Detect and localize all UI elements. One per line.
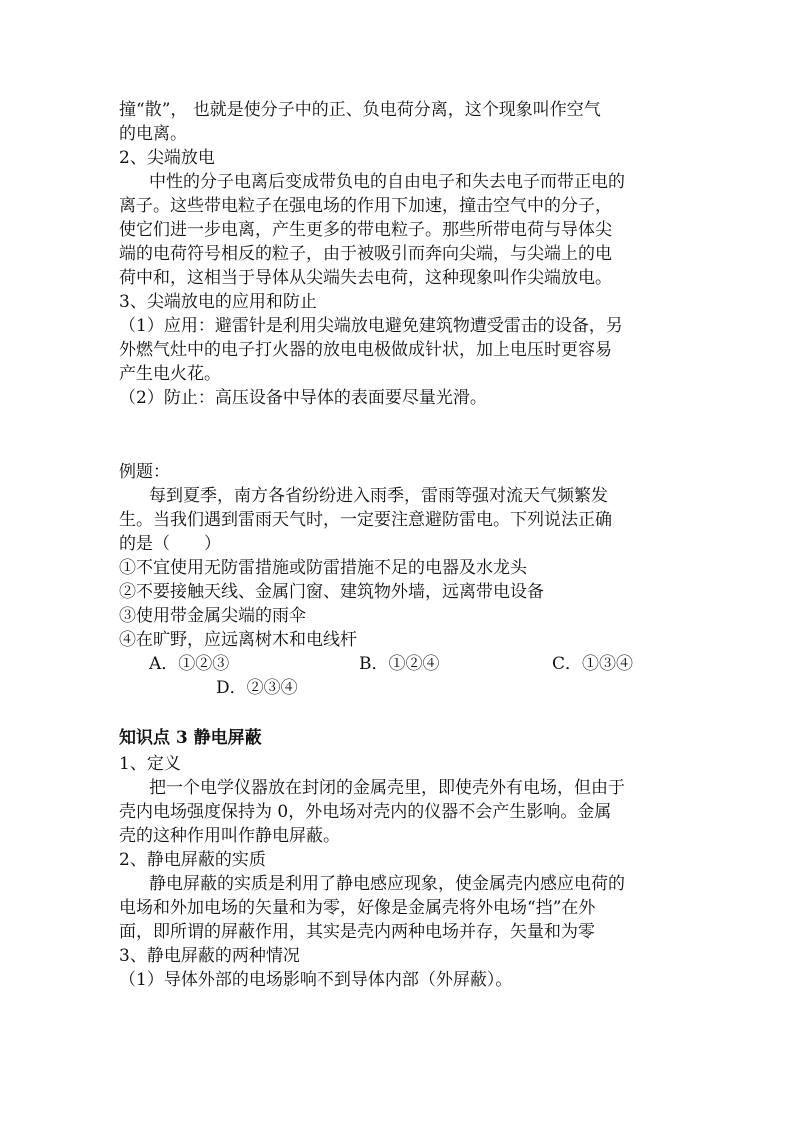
point-discharge-line: 中性的分子电离后变成带负电的自由电子和失去电子而带正电的 bbox=[149, 172, 625, 192]
application-line: 外燃气灶中的电子打火器的放电电极做成针状，加上电压时更容易 bbox=[119, 340, 612, 360]
spacer bbox=[119, 410, 679, 460]
example-item: ②不要接触天线、金属门窗、建筑物外墙，远离带电设备 bbox=[119, 582, 544, 602]
example-item: ①不宜使用无防雷措施或防雷措施不足的电器及水龙头 bbox=[119, 558, 527, 578]
application-line: （1）应用：避雷针是利用尖端放电避免建筑物遭受雷击的设备，另 bbox=[119, 316, 623, 336]
prevention-line: （2）防止：高压设备中导体的表面要尽量光滑。 bbox=[119, 388, 487, 408]
cases-title: 3、静电屏蔽的两种情况 bbox=[119, 946, 300, 966]
knowledge-point-heading: 知识点 3 静电屏蔽 bbox=[119, 728, 262, 748]
ionization-line-1: 撞“散”， 也就是使分子中的正、负电荷分离，这个现象叫作空气 bbox=[119, 100, 601, 120]
example-item: ③使用带金属尖端的雨伞 bbox=[119, 606, 306, 626]
option-c: C．①③④ bbox=[552, 654, 634, 674]
example-stem-line: 每到夏季，南方各省纷纷进入雨季，雷雨等强对流天气频繁发 bbox=[149, 486, 608, 506]
point-discharge-line: 使它们进一步电离，产生更多的带电粒子。那些所带电荷与导体尖 bbox=[119, 220, 612, 240]
definition-line: 把一个电学仪器放在封闭的金属壳里，即使壳外有电场，但由于 bbox=[149, 778, 625, 798]
essence-line: 静电屏蔽的实质是利用了静电感应现象，使金属壳内感应电荷的 bbox=[149, 874, 625, 894]
option-a: A．①②③ bbox=[149, 654, 230, 674]
answer-options-row bbox=[119, 676, 679, 700]
document-page bbox=[119, 98, 679, 992]
spacer bbox=[119, 700, 679, 724]
application-title: 3、尖端放电的应用和防止 bbox=[119, 292, 317, 312]
option-d: D．②③④ bbox=[216, 678, 298, 698]
example-stem-line: 生。当我们遇到雷雨天气时，一定要注意避防雷电。下列说法正确 bbox=[119, 510, 612, 530]
application-line: 产生电火花。 bbox=[119, 364, 221, 384]
essence-title: 2、静电屏蔽的实质 bbox=[119, 850, 266, 870]
example-item: ④在旷野，应远离树木和电线杆 bbox=[119, 630, 357, 650]
point-discharge-line: 端的电荷符号相反的粒子，由于被吸引而奔向尖端，与尖端上的电 bbox=[119, 244, 612, 264]
point-discharge-title: 2、尖端放电 bbox=[119, 148, 215, 168]
option-b: B．①②④ bbox=[359, 654, 440, 674]
definition-line: 壳的这种作用叫作静电屏蔽。 bbox=[119, 826, 340, 846]
case-1-line: （1）导体外部的电场影响不到导体内部（外屏蔽）。 bbox=[119, 970, 513, 990]
point-discharge-line: 离子。这些带电粒子在强电场的作用下加速，撞击空气中的分子， bbox=[119, 196, 612, 216]
essence-line: 电场和外加电场的矢量和为零，好像是金属壳将外电场“挡”在外 bbox=[119, 898, 596, 918]
point-discharge-line: 荷中和，这相当于导体从尖端失去电荷，这种现象叫作尖端放电。 bbox=[119, 268, 612, 288]
answer-options-row bbox=[119, 652, 679, 676]
definition-line: 壳内电场强度保持为 0，外电场对壳内的仪器不会产生影响。金属 bbox=[119, 802, 612, 822]
ionization-line-2: 的电离。 bbox=[119, 124, 187, 144]
example-label: 例题： bbox=[119, 462, 170, 482]
example-stem-line: 的是（ ） bbox=[119, 534, 221, 554]
definition-title: 1、定义 bbox=[119, 754, 181, 774]
essence-line: 面，即所谓的屏蔽作用，其实是壳内两种电场并存，矢量和为零 bbox=[119, 922, 595, 942]
